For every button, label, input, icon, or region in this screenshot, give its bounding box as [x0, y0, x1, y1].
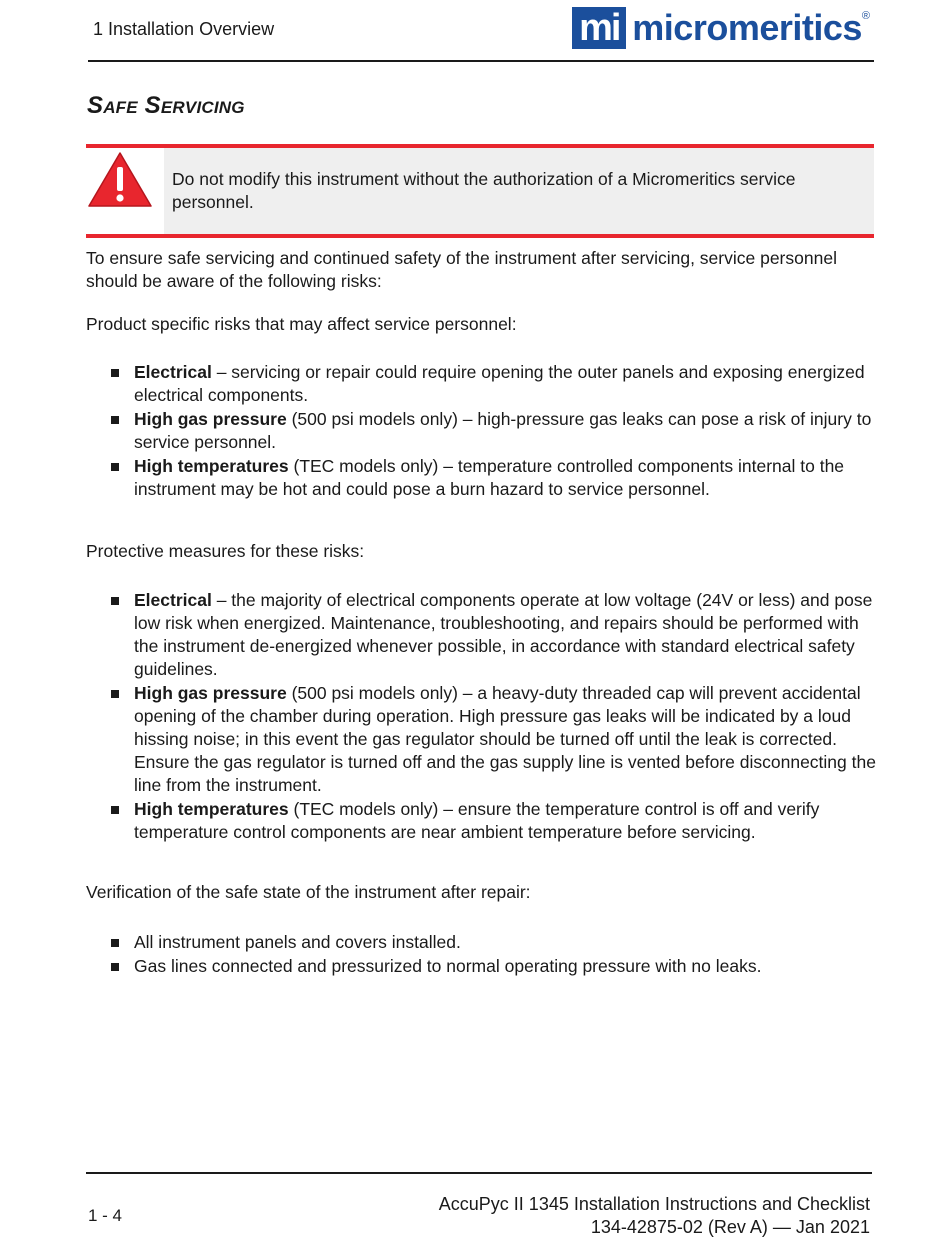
list-item	[110, 455, 880, 501]
logo-text: micromeritics	[632, 7, 862, 48]
list-item: All instrument panels and covers installed.	[110, 931, 880, 954]
item-lead: Electrical	[134, 362, 212, 382]
chapter-title: 1 Installation Overview	[93, 19, 275, 39]
warning-triangle-icon	[86, 148, 164, 234]
list-item	[110, 408, 880, 454]
item-text: (500 psi models only) – a heavy-duty threaded cap will prevent accidental opening of the chamber during operation. High pressure gas leaks will be indicated by a loud hissing noise; in this event the gas regulator should be turned off until the leak is corrected. Ensure the gas regulator is turned off and the gas supply line is vented before disconnecting the line from the instrument.	[134, 683, 876, 795]
item-text: – the majority of electrical components operate at low voltage (24V or less) and pose low risk when energized. Maintenance, troubleshooting, and repairs should be performed with the instrument de-energized whenever possible, in accordance with standard electrical safety guidelines.	[134, 590, 873, 679]
section-title: Safe Servicing	[87, 92, 245, 119]
warning-box	[86, 144, 874, 238]
verification-heading: Verification of the safe state of the instrument after repair:	[86, 882, 531, 902]
list-item	[110, 589, 880, 681]
risks-heading: Product specific risks that may affect service personnel:	[86, 314, 517, 334]
footer-divider	[86, 1172, 872, 1174]
risks-list	[110, 361, 880, 502]
list-item	[110, 361, 880, 407]
item-text: (TEC models only) – temperature controlled components internal to the instrument may be hot and could pose a burn hazard to service personnel.	[134, 456, 845, 499]
registered-mark: ®	[861, 10, 870, 22]
warning-message: Do not modify this instrument without the authorization of a Micromeritics service personnel.	[164, 148, 874, 234]
page-number: 1 - 4	[88, 1206, 123, 1225]
item-text: – servicing or repair could require opening the outer panels and exposing energized electrical components.	[134, 362, 865, 405]
item-lead: High gas pressure	[134, 409, 287, 429]
item-lead: High gas pressure	[134, 683, 287, 703]
footer-doc-info	[439, 1193, 870, 1239]
doc-title: AccuPyc II 1345 Installation Instructions and Checklist	[438, 1194, 870, 1214]
warning-icon-cell	[86, 148, 164, 234]
intro-paragraph: To ensure safe servicing and continued safety of the instrument after servicing, service personnel should be aware of the following risks:	[86, 248, 837, 291]
item-text: (TEC models only) – ensure the temperature control is off and verify temperature control components are near ambient temperature before servicing.	[134, 799, 820, 842]
item-lead: High temperatures	[134, 456, 289, 476]
measures-list	[110, 589, 880, 845]
list-item: Gas lines connected and pressurized to normal operating pressure with no leaks.	[110, 955, 880, 978]
micromeritics-logo	[572, 6, 870, 50]
doc-number: 134-42875-02 (Rev A) — Jan 2021	[590, 1217, 870, 1237]
verification-list	[110, 931, 880, 979]
item-text: (500 psi models only) – high-pressure gas leaks can pose a risk of injury to service personnel.	[134, 409, 872, 452]
item-lead: High temperatures	[134, 799, 289, 819]
list-item	[110, 798, 880, 844]
logo-mark: mi	[572, 7, 626, 49]
page-header	[88, 0, 874, 62]
measures-heading: Protective measures for these risks:	[86, 541, 365, 561]
item-lead: Electrical	[134, 590, 212, 610]
list-item	[110, 682, 880, 797]
